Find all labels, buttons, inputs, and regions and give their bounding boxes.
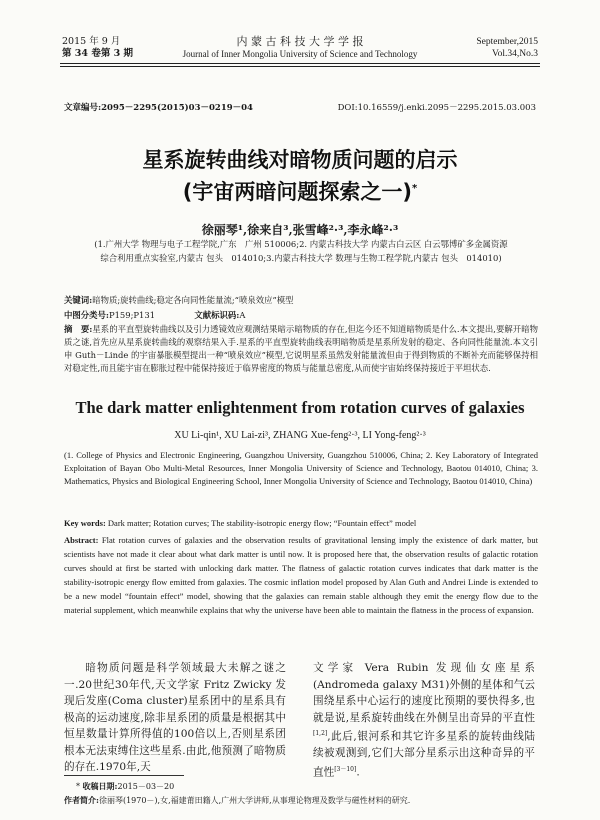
doc-code-value: A: [239, 310, 246, 320]
affiliation-cn-line: 综合利用重点实验室,内蒙古 包头 014010;3.内蒙古科技大学 数理与生物工程学院,内蒙古 包头 014010): [100, 253, 502, 263]
footnote-author: [64, 795, 538, 806]
journal-name-en: Journal of Inner Mongolia University of Science and Technology: [182, 49, 418, 59]
journal-name-cn: 内 蒙 古 科 技 大 学 学 报: [236, 35, 364, 48]
header-rule-bottom: [60, 66, 540, 67]
abstract-cn-label: 摘 要:: [64, 324, 93, 334]
authors-en: XU Li-qin¹, XU Lai-zi³, ZHANG Xue-feng²·³, LI Yong-feng²·³: [174, 430, 426, 441]
abstract-cn: [64, 323, 538, 375]
body-right-text-cont: ,此后,银河系和其它许多星系的旋转曲线陆续被观测到,它们大部分星系示出这种奇异的平直性: [313, 730, 535, 779]
header-date-en: September,2015: [476, 37, 538, 47]
doi: DOI:10.16559/j.enki.2095－2295.2015.03.003: [337, 103, 536, 113]
keywords-en-text: Dark matter; Rotation curves; The stability-isotropic energy flow; “Fountain effect” model: [107, 518, 417, 528]
doc-code-label: 文献标识码:: [194, 310, 240, 320]
received-date: 2015－03－20: [117, 782, 175, 791]
affiliation-cn-line: (1.广州大学 物理与电子工程学院,广东 广州 510006;2. 内蒙古科技大学 内蒙古白云区 白云鄂博矿多金属资源: [94, 239, 508, 249]
footnote-received: [64, 781, 538, 792]
citation: [3－10]: [334, 765, 357, 773]
affiliations-en: (1. College of Physics and Electronic Engineering, Guangzhou University, Guangzhou 510006, China; 2. Key Laboratory of Integrated Exploitation of Bayan Obo Multi-Metal Resources, Inner Mongolia University of Science and Technology, Baotou 014010, China; 3. Mathematics, Physics and Biological Engineering School, Inner Mongolia University of Science and Technology, Baotou 014010, China): [64, 450, 538, 486]
keywords-cn-text: 暗物质;旋转曲线;稳定各向同性能量流;“喷泉效应”模型: [92, 295, 294, 305]
abstract-en-label: Abstract:: [64, 535, 99, 545]
header-volume-en: Vol.34,No.3: [491, 49, 538, 59]
classification: [64, 309, 538, 322]
article-number: 文章编号:2095－2295(2015)03－0219－04: [64, 103, 253, 113]
title-cn-line2: [40, 176, 560, 205]
clc-value: P159;P131: [108, 310, 156, 320]
author-bio-label: 作者简介:: [64, 795, 99, 805]
keywords-en-label: Key words:: [64, 518, 106, 528]
title-footnote-mark: *: [411, 183, 418, 194]
keywords-cn-label: 关键词:: [64, 295, 93, 305]
footnote-rule: [64, 775, 184, 776]
affiliations-cn: [66, 237, 536, 265]
article-meta: [64, 101, 536, 113]
body-column-right: [313, 660, 535, 781]
issue-date-volume-cn: [62, 36, 133, 60]
author-bio: 徐丽琴(1970－),女,福建莆田籍人,广州大学讲师,从事理论物理及数学与磁性材料的研究.: [98, 796, 411, 805]
body-right-text: 文学家 Vera Rubin 发现仙女座星系(Andromeda galaxy M31)外侧的星体和气云围绕星系中心运行的速度比预期的要快得多,也就是说,星系旋转曲线在外侧呈出奇异的平直性: [313, 662, 535, 724]
header-rule-top: [60, 63, 540, 64]
footnote-marker: *: [76, 782, 80, 791]
body-right-end: .: [356, 766, 360, 779]
issue-date-volume-en: [476, 36, 538, 60]
authors-cn: 徐丽琴¹,徐来自³,张雪峰²·³,李永峰²·³: [201, 223, 399, 237]
received-label: 收稿日期:: [82, 781, 118, 791]
title-cn-subtitle: (宇宙两暗问题探索之一): [182, 180, 412, 204]
citation: [1,2]: [313, 730, 328, 737]
abstract-en-text: Flat rotation curves of galaxies and the observation results of gravitational lensing imply the existence of dark matter, but scientists have not made it clear about what dark matter is until now. It is proposed here that, the observation results of galactic rotation curves should at first be started with unlocking dark matter. The flatness of galactic rotation curves indicates that dark matter is the stability-isotropic energy flow emitted from galaxies. The cosmic inflation model proposed by Alan Guth and Andrei Linde is extended to be a new model “fountain effect” model, showing that the galaxies can remain stable although they emit the energy flow due to the material supplement, which meanwhile explains that why the universe have been able to maintain the flatness in the process of expansion.: [64, 535, 538, 615]
header-date-cn: 2015 年 9 月: [62, 36, 121, 47]
journal-name: [150, 36, 450, 60]
abstract-en: [64, 533, 538, 617]
keywords-en: [64, 518, 538, 528]
keywords-cn: [64, 294, 538, 307]
body-column-left: 暗物质问题是科学领域最大未解之谜之一.20世纪30年代,天文学家 Fritz Zwicky 发现后发座(Coma cluster)星系团中的星系具有极高的运动速度,除非星系团的质量是根据其中恒星数量计算所得值的100倍以上,否则星系团根本无法束缚住这些星系.由此,他预测了暗物质的存在.1970年,天: [64, 662, 286, 773]
clc-label: 中图分类号:: [64, 310, 109, 320]
abstract-cn-text: 星系的平直型旋转曲线以及引力透镜效应观测结果暗示暗物质的存在,但迄今还不知道暗物质是什么.本文提出,要解开暗物质之谜,首先应从星系旋转曲线的观察结果入手.星系的平直型旋转曲线表明暗物质是星系所发射的稳定、各向同性能量流.本文引申 Guth－Linde 的宇宙暴胀模型提出一种“喷泉效应”模型,它说明星系虽然发射能量流但由于得到物质的不断补充而能够保持相对稳定性,而且能宇宙在膨胀过程中能保持接近于临界密度的物质与能量总密度,从而使宇宙始终保持接近于平坦状态.: [64, 324, 539, 373]
header-volume-cn: 第 34 卷第 3 期: [62, 48, 134, 59]
title-en: The dark matter enlightenment from rotation curves of galaxies: [75, 398, 525, 417]
title-cn-line1: 星系旋转曲线对暗物质问题的启示: [142, 148, 458, 172]
